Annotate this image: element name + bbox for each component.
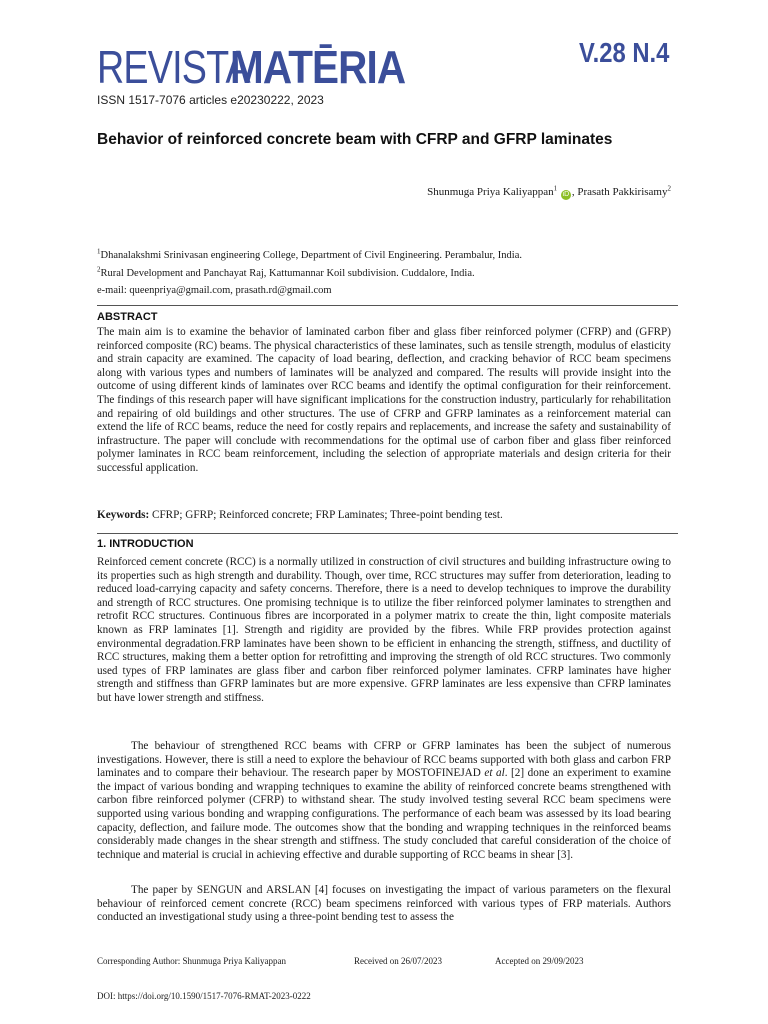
intro-p2-etal: et al: [484, 767, 505, 780]
introduction-heading: 1. INTRODUCTION: [97, 538, 194, 550]
doi-link[interactable]: DOI: https://doi.org/10.1590/1517-7076-RMAT-2023-0222: [97, 991, 311, 1001]
affiliation-1: [97, 247, 522, 265]
author-2: Prasath Pakkirisamy: [577, 186, 668, 198]
intro-p2-part-b: . [2] done an experiment to examine the impact of various bonding and wrapping techniques to examine the ability of reinforced concrete beams strengthened with carbon fibre reinforced polymer (CFRP) to withstand shear. The study involved testing several RCC beam specimens were supported using various bonding and wrapping configurations. The performance of each beam was assessed by its load bearing capacity, deflection, and failure mode. The outcomes show that the bonding and wrapping techniques in the reinforced beams considerably made changes in the shear strength and stiffness. The study concluded that careful consideration of the choice of technique and material is crucial in achieving effective and durable supporting of RCC beams in shear [3].: [97, 767, 672, 861]
abstract-heading: ABSTRACT: [97, 311, 158, 323]
affiliation-2: [97, 265, 522, 283]
affiliation-2-mark: 2: [97, 265, 101, 273]
accepted-date: Accepted on 29/09/2023: [495, 956, 584, 966]
journal-masthead: [97, 38, 677, 108]
logo-light-part: REVISTA: [97, 41, 250, 93]
intro-paragraph-2: [97, 740, 671, 862]
abstract-bottom-rule: [97, 533, 678, 534]
corresponding-author: Corresponding Author: Shunmuga Priya Kaliyappan: [97, 956, 286, 966]
keywords-label: Keywords:: [97, 509, 150, 521]
paper-title: Behavior of reinforced concrete beam with CFRP and GFRP laminates: [97, 131, 613, 148]
logo-bold-part: MATĒRIA: [230, 41, 406, 93]
journal-logo: [97, 42, 429, 92]
intro-paragraph-1: Reinforced cement concrete (RCC) is a normally utilized in construction of civil structures and building infrastructure owing to its properties such as high strength and durability. Though, over time, RCC structures may suffer from deterioration, leading to reduced load-carrying capacity and safety concerns. Therefore, there is a need to develop techniques to improve the durability and strength of RCC structures. One promising technique is to utilize the fiber reinforced polymer laminates to strengthen and retrofit RCC structures. Continuous fibres are incorporated in a polymer matrix to create the thin, light composite materials known as FRP laminates [1]. Strength and rigidity are provided by the fibres. While FRP provides protection against environmental degradation.FRP laminates have been shown to be efficient in enhancing the strength, stiffness, and ductility of RCC structures, making them a better option for retrofitting and improving the strength of old RCC structures. Two commonly used types of FRP laminates are glass fiber and carbon fiber reinforced polymer laminates. CFRP laminates have higher strength and stiffness than GFRP laminates but are more expensive. GFRP laminates are less expensive than CFRP laminates but have lower strength and stiffness.: [97, 556, 671, 704]
intro-paragraph-3: The paper by SENGUN and ARSLAN [4] focuses on investigating the impact of various parameters on the flexural behaviour of reinforced cement concrete (RCC) beam specimens reinforced with various types of FRP materials. Authors conducted an investigational study using a three-point bending test to assess the: [97, 884, 671, 924]
affiliation-1-mark: 1: [97, 247, 101, 256]
affiliations: [97, 247, 522, 300]
keywords-text: CFRP; GFRP; Reinforced concrete; FRP Laminates; Three-point bending test.: [149, 509, 503, 521]
volume-issue: V.28 N.4: [578, 37, 669, 68]
issn-line: ISSN 1517-7076 articles e20230222, 2023: [97, 93, 324, 107]
affiliation-2-text: Rural Development and Panchayat Raj, Kattumannar Koil subdivision. Cuddalore, India.: [100, 267, 475, 279]
received-date: Received on 26/07/2023: [354, 956, 442, 966]
affiliation-1-text: Dhanalakshmi Srinivasan engineering College, Department of Civil Engineering. Perambalur, India.: [100, 250, 523, 261]
author-line: [427, 186, 671, 200]
intro-p2-part-a: The behaviour of strengthened RCC beams with CFRP or GFRP laminates has been the subject of numerous investigations. However, there is still a need to explore the behaviour of RCC beams supported with both glass and carbon FRP laminates and to compare their behaviour. The research paper by MOSTOFINEJAD: [97, 740, 671, 780]
keywords: [97, 509, 503, 521]
email-line: e-mail: queenpriya@gmail.com, prasath.rd@gmail.com: [97, 285, 332, 296]
author-1: Shunmuga Priya Kaliyappan: [427, 186, 554, 198]
abstract-text: The main aim is to examine the behavior of laminated carbon fiber and glass fiber reinforced polymer (CFRP) and (GFRP) reinforced composite (RC) beams. The physical characteristics of these laminates, such as tensile strength, modulus of elasticity and strain capacity are examined. The capacity of load bearing, deflection, and cracking behavior of RCC beam specimens along with various types and numbers of laminates will be analyzed and compared. The results will provide insight into the outcome of using different kinds of laminates over RCC beams and identify the optimal configuration for their reinforcement. The findings of this research paper will have significant implications for the construction industry, particularly for rehabilitation and repairing of old buildings and other structures. The use of CFRP and GFRP laminates as a reinforcement material can extend the life of RCC beams, reduce the need for costly repairs and replacements, and increase the safety and sustainability of infrastructure. The paper will conclude with recommendations for the optimal use of carbon fiber and glass fiber reinforced polymer laminates in RCC beam reinforcement, including the selection of appropriate materials and design criteria for their successful application.: [97, 326, 671, 474]
author-1-affil-mark: 1: [553, 184, 558, 193]
orcid-icon[interactable]: iD: [562, 191, 570, 198]
author-2-affil-mark: 2: [667, 184, 671, 193]
abstract-top-rule: [97, 305, 678, 306]
author-separator: ,: [571, 186, 578, 198]
